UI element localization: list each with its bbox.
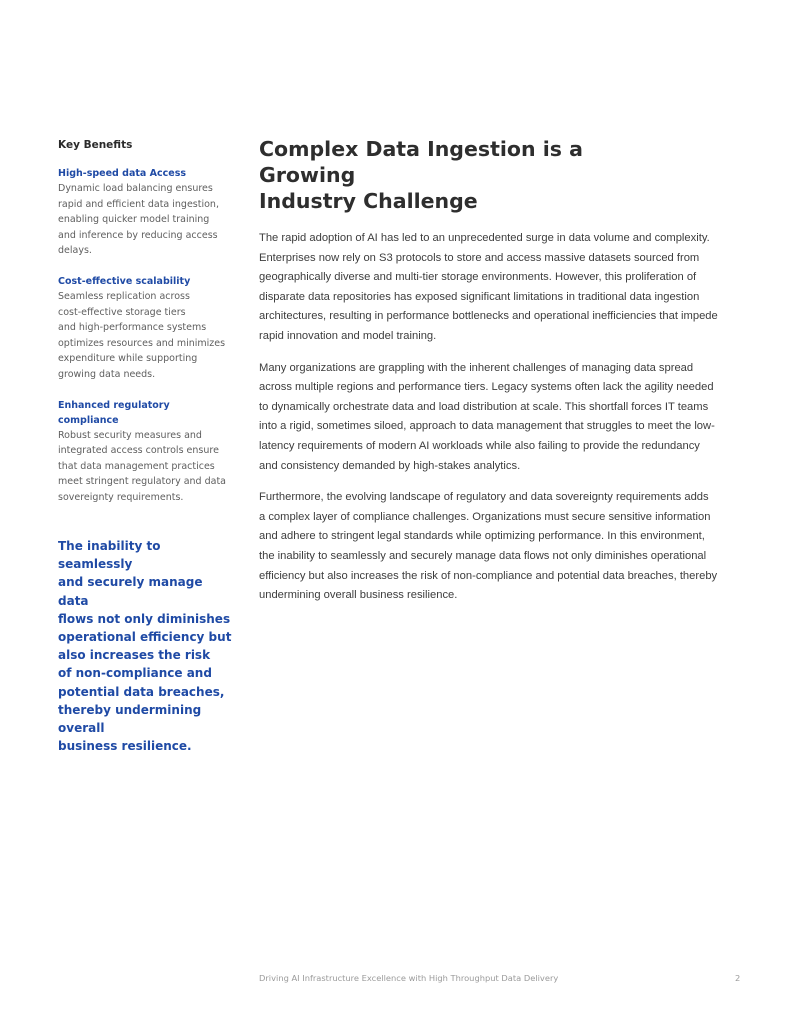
body-paragraph	[259, 488, 743, 606]
quote-line: thereby undermining overall	[58, 702, 202, 736]
text-line: Seamless replication across	[58, 290, 190, 302]
text-line: Many organizations are grappling with the inherent challenges of managing data spread	[259, 361, 694, 374]
body-paragraph	[259, 229, 743, 347]
text-line: Enterprises now rely on S3 protocols to store and access massive datasets sourced from	[259, 251, 700, 264]
page-number: 2	[735, 973, 741, 983]
body-paragraph	[259, 359, 743, 477]
text-line: geographically diverse and multi-tier storage environments. However, this proliferation of	[259, 271, 697, 284]
text-line: that data management practices	[58, 460, 215, 472]
text-line: rapid and efficient data ingestion,	[58, 198, 219, 210]
quote-line: of non-compliance and	[58, 666, 212, 681]
text-line: optimizes resources and minimizes	[58, 337, 226, 349]
key-benefits-sidebar	[58, 138, 230, 521]
text-line: a complex layer of compliance challenges. Organizations must secure sensitive information	[259, 510, 711, 523]
text-line: to dynamically orchestrate data and load distribution at scale. This shortfall forces IT teams	[259, 400, 709, 413]
text-line: architectures, resulting in performance bottlenecks and operational inefficiencies that impede	[259, 310, 718, 323]
benefit-description	[58, 289, 230, 383]
benefit-title: Cost-effective scalability	[58, 275, 191, 287]
text-line: growing data needs.	[58, 368, 156, 380]
pull-quote	[58, 537, 236, 755]
key-benefits-heading: Key Benefits	[58, 139, 133, 151]
text-line: integrated access controls ensure	[58, 445, 219, 457]
title-line: Complex Data Ingestion is a Growing	[259, 137, 583, 187]
text-line: delays.	[58, 245, 92, 257]
quote-line: operational efficiency but	[58, 630, 232, 645]
benefit-cost-effective-scalability	[58, 274, 230, 383]
text-line: expenditure while supporting	[58, 353, 198, 365]
title-line: Industry Challenge	[259, 189, 478, 213]
text-line: Robust security measures and	[58, 429, 202, 441]
text-line: undermining overall business resilience.	[259, 589, 458, 602]
benefit-title: High-speed data Access	[58, 168, 186, 179]
text-line: and inference by reducing access	[58, 229, 218, 241]
quote-line: also increases the risk	[58, 648, 211, 663]
text-line: Furthermore, the evolving landscape of regulatory and data sovereignty requirements adds	[259, 491, 709, 504]
benefit-regulatory-compliance	[58, 398, 230, 506]
benefit-title: Enhanced regulatory compliance	[58, 399, 170, 426]
text-line: Dynamic load balancing ensures	[58, 183, 213, 194]
text-line: and adhere to stringent legal standards while optimizing performance. In this environment,	[259, 530, 705, 543]
text-line: disparate data repositories has exposed significant limitations in traditional data ingestion	[259, 290, 700, 303]
quote-line: potential data breaches,	[58, 684, 225, 699]
text-line: the inability to seamlessly and securely manage data flows not only diminishes operational	[259, 549, 707, 562]
footer-document-title: Driving AI Infrastructure Excellence with High Throughput Data Delivery	[259, 973, 559, 983]
benefit-description	[58, 181, 230, 259]
text-line: efficiency but also increases the risk of non-compliance and potential data breaches, thereby	[259, 569, 718, 582]
text-line: into a rigid, sometimes siloed, approach to data management that struggles to meet the low-	[259, 420, 715, 433]
text-line: latency requirements of modern AI workloads while also failing to provide the redundancy	[259, 439, 700, 452]
text-line: rapid innovation and model training.	[259, 329, 437, 342]
text-line: and consistency demanded by high-stakes analytics.	[259, 459, 521, 472]
quote-line: and securely manage data	[58, 575, 203, 608]
page-title	[259, 136, 679, 214]
text-line: The rapid adoption of AI has led to an unprecedented surge in data volume and complexity.	[259, 232, 710, 244]
main-article	[259, 136, 743, 618]
text-line: cost-effective storage tiers	[58, 306, 186, 318]
quote-line: The inability to seamlessly	[58, 539, 161, 572]
quote-line: business resilience.	[58, 739, 192, 754]
benefit-description	[58, 428, 230, 506]
text-line: enabling quicker model training	[58, 214, 210, 226]
text-line: meet stringent regulatory and data	[58, 476, 226, 488]
text-line: and high-performance systems	[58, 322, 207, 334]
text-line: sovereignty requirements.	[58, 491, 184, 503]
text-line: across multiple regions and performance tiers. Legacy systems often lack the agility needed	[259, 381, 714, 394]
benefit-high-speed-access	[58, 166, 230, 259]
quote-line: flows not only diminishes	[58, 611, 231, 626]
